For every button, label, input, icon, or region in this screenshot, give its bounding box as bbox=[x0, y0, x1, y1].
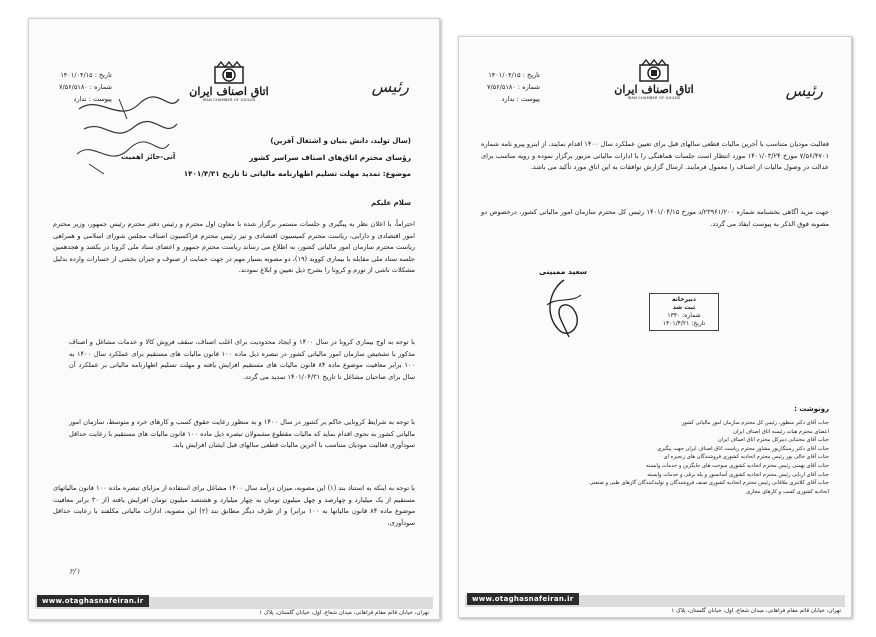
stamp-line-3: شماره: ۱۳۴۰ bbox=[667, 312, 701, 319]
stamp-line-4: تاریخ: ۱۴۰۱/۴/۲۱ bbox=[662, 320, 706, 327]
number-value: ۷/۵۶/۵۱۸۰ bbox=[487, 83, 516, 91]
chamber-logo bbox=[609, 59, 699, 100]
handwritten-annotation-scribble bbox=[69, 89, 189, 179]
date-label: تاریخ : bbox=[522, 71, 540, 79]
cc-title: رونوشت : bbox=[794, 405, 829, 413]
stamp-line-1: دبیرخانه bbox=[672, 296, 696, 303]
head-label: رئیس bbox=[371, 77, 409, 96]
item-1-text: با توجه به اوج بیماری کرونا در سال ۱۴۰۰ و ایجاد محدودیت برای اغلب اصناف، سقف فروش کالا و خدمات مشاغل و اصناف مذکور با تشخیص سازمان امور مالیاتی کشور در تبصره ذیل ماده ۱۰۰ قانون مالیات های مستقیم برای عملکرد سال ۱۴۰۰ به ۱۰۰ برابر معافیت موضوع ماده ۸۴ قانون مالیات های مستقیم افزایش یافته و مهلت تسلیم اظهارنامه مالیاتی بر عملکرد آن سال برای صاحبان مشاغل تا تاریخ ۱۴۰۱/۰۴/۳۱ تمدید می گردد. bbox=[69, 338, 415, 381]
cc-item: جناب آقای اربابی رئیس محترم اتحادیه کشوری آسانسور و پله برقی و خدمات وابسته bbox=[647, 471, 829, 478]
item-2 bbox=[69, 417, 415, 452]
date-label: تاریخ : bbox=[94, 71, 112, 79]
footer-address: تهران، خیابان قائم مقام فراهانی، میدان شعاع، اول، خیابان گلستان، پلاک ۱ bbox=[259, 610, 429, 616]
cc-item: جناب آقای دکتر منظور، رئیس کل محترم سازمان امور مالیاتی کشور bbox=[681, 420, 829, 426]
cc-item: اتحادیه کشوری کسب و کارهای مجازی bbox=[746, 488, 829, 495]
page-mark: ۲/۱ bbox=[69, 567, 81, 576]
cc-item: جناب آقای بهمنی رئیس محترم اتحادیه کشوری سوخت های جایگزین و خدمات وابسته bbox=[646, 462, 829, 469]
footer-website[interactable]: www.otaghasnafeiran.ir bbox=[467, 593, 579, 605]
cc-item: جناب آقای دکتر رستگارپور مشاور محترم ریاست اتاق اصناف ایران جهت پیگیری bbox=[657, 445, 829, 452]
footer-address: تهران، خیابان قائم مقام فراهانی، میدان شعاع، اول، خیابان گلستان، پلاک ۱ bbox=[671, 608, 841, 614]
cc-list bbox=[590, 419, 830, 496]
reference-block bbox=[487, 69, 540, 105]
cc-item: جناب آقای مجتبایی دبیرکل محترم اتاق اصناف ایران bbox=[717, 437, 829, 444]
attachment-label: پیوست : bbox=[516, 95, 540, 103]
footer-website[interactable]: www.otaghasnafeiran.ir bbox=[37, 595, 149, 607]
head-label: رئیس bbox=[785, 81, 823, 100]
paragraph-attachment-note: جهت مزید آگاهی بخشنامه شماره ۲۳۹۶۱/۲۰۰/د مورخ ۱۴۰۱/۰۴/۱۵ رئیس کل محترم سازمان امور مالیاتی کشور، درخصوص دو مصوبه فوق الذکر به پیوست ایفاد می گردد. bbox=[481, 208, 829, 228]
registry-stamp bbox=[649, 293, 719, 331]
addressee: رؤسای محترم اتاق‌های اصناف سراسر کشور bbox=[249, 153, 411, 162]
cc-item: جناب آقای خالی پور رئیس محترم اتحادیه کشوری فروشندگان های زنجیره ای bbox=[663, 454, 829, 461]
logo-name-en: IRAN CHAMBER OF GUILDS bbox=[627, 96, 681, 100]
attachment-value: ندارد bbox=[501, 95, 515, 103]
letter-page-1 bbox=[28, 18, 440, 620]
cc-item: اعضای محترم هیات رئیسه اتاق اصناف ایران bbox=[733, 428, 829, 435]
item-1 bbox=[69, 337, 415, 383]
chamber-logo bbox=[184, 61, 274, 102]
stamp-line-2: ثبت شد bbox=[672, 304, 696, 311]
number-label: شماره : bbox=[517, 83, 540, 91]
chamber-emblem-icon bbox=[637, 59, 671, 83]
priority-note: آنی-حائز اهمیت bbox=[121, 153, 176, 161]
signature-mark bbox=[529, 275, 599, 345]
item-2-text: با توجه به شرایط کرونایی حاکم بر کشور در سال ۱۴۰۰ و به منظور رعایت حقوق کسب و کارهای خرد و متوسط، سازمان امور مالیاتی کشور به نحوی اقدام نماید که مالیات مقطوع مشمولان تبصره ذیل ماده ۱۰۰ قانون مالیات های مستقیم با رعایت حداقل سودآوری فعالیت مودیان متناسب با آخرین مالیات قطعی سالهای قبل ایشان افزایش یابد. bbox=[69, 418, 415, 450]
letter-page-2 bbox=[458, 36, 852, 618]
date-value: ۱۴۰۱/۰۴/۱۵ bbox=[488, 71, 521, 79]
paragraph-3: با توجه به اینکه به استناد بند (۱) این مصوبه، میزان درآمد سال ۱۴۰۰ مشاغل برای استفاده از مزایای تبصره ماده ۱۰۰ قانون مالیاتهای مستقیم از یک میلیارد و چهارصد و چهل میلیون تومان به چهار میلیارد و هشتصد میلیون تومان افزایش یافته (از ۳۰ برابر معافیت موضوع ماده ۸۴ قانون مالیاتها به ۱۰۰ برابر) و از طرف دیگر مطابق بند (۲) این مصوبه، ادارات مالیاتی مکلفند با رعایت حداقل سودآوری، bbox=[53, 484, 416, 527]
logo-name-en: IRAN CHAMBER OF GUILDS bbox=[202, 98, 256, 102]
paragraph-continuation: فعالیت مودیان متناسب با آخرین مالیات قطعی سالهای قبل برای تعیین عملکرد سال ۱۴۰۰ اقدام نمایند. از اینرو پیرو نامه شماره ۷/۵۶/۴۷۰۱ مورخ ۱۴۰۱/۰۳/۲۴ موزد انتظار است جلسات هماهنگی را با ادارات مالیاتی مزبور برگزار نموده و رویه مناسب برای عدالت در وصول مالیات از اصناف را معمول فرمایند. ارسال گزارش توافقات به این اتاق مورد تأکید می باشد. bbox=[481, 140, 829, 172]
intro-paragraph: احتراماً، با اعلان نظر به پیگیری و جلسات مستمر برگزار شده با معاون اول محترم و رئیس دفتر محترم رئیس جمهور، وزیر محترم امور اقتصادی و دارایی، ریاست محترم کمیسیون اقتصادی و نیز رئیس محترم فراکسیون اصناف مجلس شورای اسلامی و همراهی ریاست محترم سازمان امور مالیاتی کشور، به اطلاع می رساند ریاست محترم جمهور و اعضای ستاد ملی کرونا در یکصد و هجدهمین جلسه ستاد ملی مقابله با بیماری کووید (۱۹)، دو مصوبه بسیار مهم در جهت حمایت از صنوف و جبران بخشی از خسارات وارده بدلیل مشکلات ناشی از تورم و کرونا را بشرح ذیل تعیین و ابلاغ نمودند. bbox=[53, 220, 415, 275]
date-value: ۱۴۰۱/۰۴/۱۵ bbox=[60, 71, 93, 79]
attachment-label: پیوست : bbox=[88, 95, 112, 103]
year-slogan: (سال تولید، دانش بنیان و اشتغال آفرین) bbox=[270, 137, 411, 145]
logo-name-fa: اتاق اصناف ایران bbox=[614, 83, 694, 96]
attachment-value: ندارد bbox=[73, 95, 87, 103]
number-label: شماره : bbox=[89, 83, 112, 91]
number-value: ۷/۵۶/۵۱۸۰ bbox=[59, 83, 88, 91]
subject-line bbox=[184, 169, 411, 178]
subject-text: تمدید مهلت تسلیم اظهارنامه مالیاتی تا تاریخ ۱۴۰۱/۴/۳۱ bbox=[183, 169, 381, 178]
cc-item: جناب آقای کلانتری ملاقانی رئیس محترم اتحادیه کشوری صنف فروشندگان و تولیدکنندگان گازهای طبی و صنعتی bbox=[589, 480, 829, 487]
chamber-emblem-icon bbox=[212, 61, 246, 85]
letter-footer bbox=[459, 583, 851, 617]
greeting: سلام علیکم bbox=[371, 199, 411, 207]
logo-name-fa: اتاق اصناف ایران bbox=[189, 85, 269, 98]
letter-footer bbox=[29, 585, 439, 619]
signer-name: سعید ممبینی bbox=[539, 267, 588, 276]
subject-label: موضوع: bbox=[382, 169, 411, 178]
